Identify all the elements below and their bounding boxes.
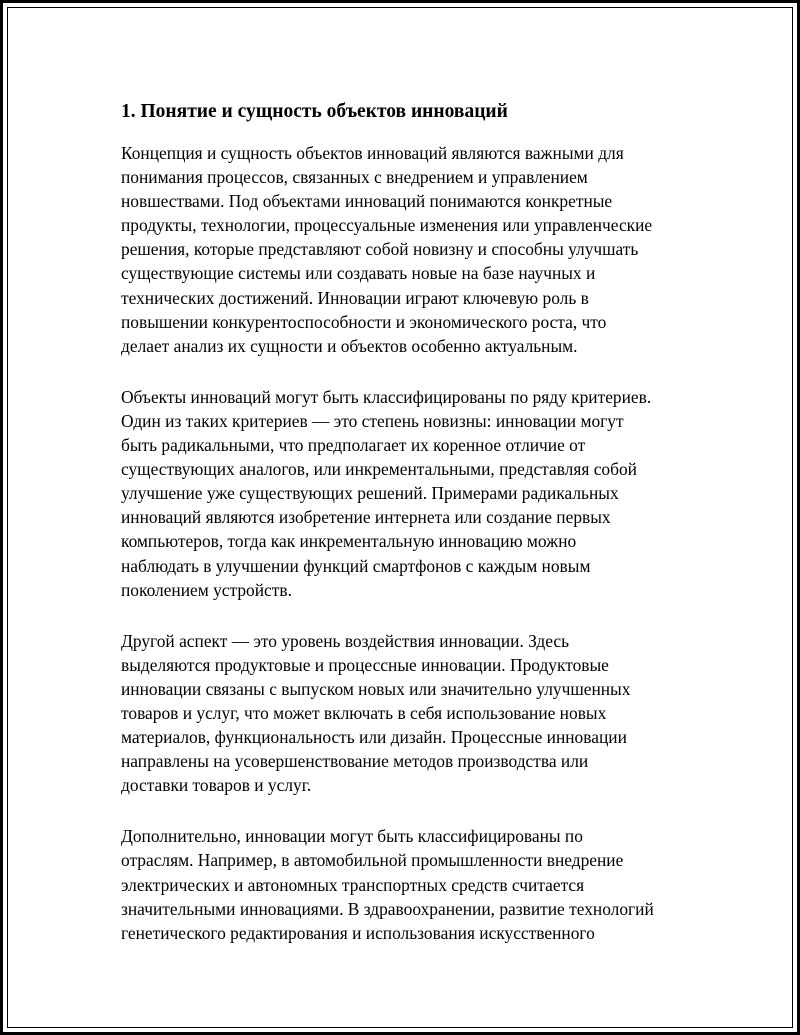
paragraph-industries: Дополнительно, инновации могут быть классифицированы по отраслям. Например, в автомобильной промышленности внедрение электрических и автономных транспортных средств считается значительными инновациями. В здравоохранении, развитие технологий генетического редактирования и использования искусственного (121, 826, 654, 943)
paragraph-concept: Концепция и сущность объектов инноваций являются важными для понимания процессов, связанных с внедрением и управлением новшествами. Под объектами инноваций понимаются конкретные продукты, технологии, процессуальные изменения или управленческие решения, которые представляют собой новизну и способны улучшать существующие системы или создавать новые на базе научных и технических достижений. Инновации играют ключевую роль в повышении конкурентоспособности и экономического роста, что делает анализ их сущности и объектов особенно актуальным. (121, 143, 653, 356)
paragraph-impact-level: Другой аспект — это уровень воздействия инновации. Здесь выделяются продуктовые и процессные инновации. Продуктовые инновации связаны с выпуском новых или значительно улучшенных товаров и услуг, что может включать в себя использование новых материалов, функциональность или дизайн. Процессные инновации направлены на усовершенствование методов производства или доставки товаров и услуг. (121, 630, 631, 796)
paragraph-classification-novelty: Объекты инноваций могут быть классифицированы по ряду критериев. Один из таких критериев — это степень новизны: инновации могут быть радикальными, что предполагает их коренное отличие от существующих аналогов, или инкрементальными, представляя собой улучшение уже существующих решений. Примерами радикальных инноваций являются изобретение интернета или создание первых компьютеров, тогда как инкрементальную инновацию можно наблюдать в улучшении функций смартфонов с каждым новым поколением устройств. (121, 386, 652, 600)
section-heading: 1. Понятие и сущность объектов инноваций (121, 101, 508, 122)
document-body (121, 99, 701, 972)
